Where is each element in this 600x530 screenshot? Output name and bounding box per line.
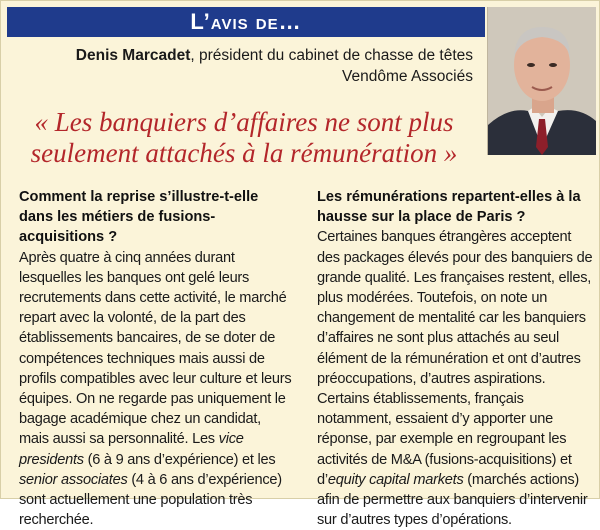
right-answer-text-1: Certaines banques étrangères acceptent des packages élevés pour des banquiers de grande qualité. Les françaises restent, elles, plus modérées. Toutefois, on note un changement de mentalité car les banquiers d’affaires ne sont plus attachés au seul élément de la rémunération et ont d’autres préoccupations, d’autres aspirations. Certains établissements, français notamment, essaient d’y apporter une réponse, par exemple en regroupant les activités de M&A (fusions-acquisitions) et d’ bbox=[317, 229, 593, 488]
right-answer bbox=[317, 227, 593, 530]
right-column bbox=[317, 187, 593, 530]
left-answer-text-2: (6 à 9 ans d’expérience) et les bbox=[83, 451, 276, 468]
left-answer-text-1: Après quatre à cinq années durant lesquelles les banques ont gelé leurs recrutements dans cette activité, le marché repart avec la volonté, de la part des établissements bancaires, de se doter de compétences techniques mais aussi de profils compatibles avec leur culture et leurs équipes. On ne regarde pas uniquement le bagage académique chez un candidat, mais aussi sa personnalité. Les bbox=[19, 249, 292, 448]
pull-quote-line-1: « Les banquiers d’affaires ne sont plus bbox=[34, 107, 454, 137]
author-role: , président du cabinet de chasse de têtes bbox=[190, 47, 473, 64]
pull-quote-line-2: seulement attachés à la rémunération » bbox=[30, 138, 458, 168]
author-credit bbox=[53, 45, 473, 87]
right-answer-text-2: (marchés actions) afin de permettre aux banquiers d’intervenir sur d’autres types d’opérations. bbox=[317, 471, 588, 529]
banner-title: L’avis de… bbox=[190, 9, 302, 34]
left-answer-text-3: (4 à 6 ans d’expérience) sont actuellement une population très recherchée. bbox=[19, 471, 282, 529]
author-name: Denis Marcadet bbox=[75, 47, 191, 64]
section-banner bbox=[7, 7, 485, 37]
left-column bbox=[19, 187, 293, 530]
left-answer-italic-2: senior associates bbox=[19, 471, 128, 488]
left-question: Comment la reprise s’illustre-t-elle dans les métiers de fusions-acquisitions ? bbox=[19, 189, 259, 246]
left-answer bbox=[19, 248, 293, 530]
pull-quote bbox=[11, 107, 477, 169]
portrait-illustration bbox=[488, 7, 596, 155]
author-company: Vendôme Associés bbox=[342, 68, 473, 85]
right-question: Les rémunérations repartent-elles à la hausse sur la place de Paris ? bbox=[317, 189, 581, 226]
author-portrait bbox=[487, 7, 595, 155]
right-answer-italic-1: equity capital markets bbox=[327, 471, 464, 488]
left-answer-italic-1: vice presidents bbox=[19, 431, 244, 468]
